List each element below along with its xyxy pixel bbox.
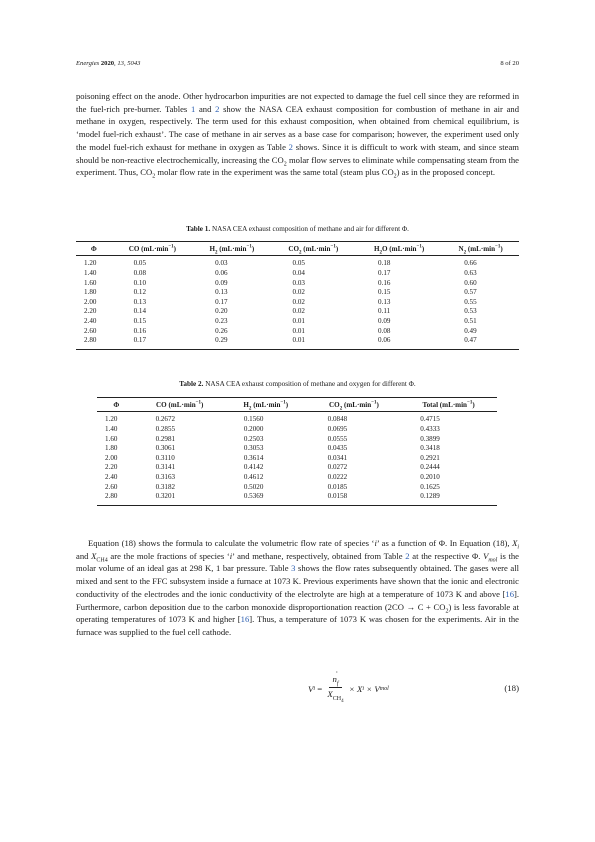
table-cell: 0.0222 — [327, 472, 348, 481]
table-cell: 0.01 — [292, 326, 305, 335]
table-cell: 2.40 — [84, 316, 97, 325]
table-header-row — [97, 398, 497, 412]
table-cell: 0.3201 — [136, 492, 224, 505]
table-cell: 0.15 — [378, 288, 391, 297]
table-cell: 0.10 — [133, 278, 147, 287]
table-cell: 0.3182 — [155, 482, 176, 491]
table-cell: 1.60 — [105, 434, 118, 443]
table-cell: 0.0185 — [327, 482, 348, 491]
table-cell: 0.2444 — [420, 463, 440, 472]
table-cell: 0.2010 — [420, 472, 440, 481]
equation-fraction: · $n_f$ $X_{CH_4}$ — [327, 667, 344, 705]
table-cell: 0.02 — [292, 288, 305, 297]
table-cell: 0.02 — [292, 297, 305, 306]
paragraph-intro: poisoning effect on the anode. Other hydrocarbon impurities are not expected to damage the fuel cell since they are reformed in the fuel-rich pre-burner. Tables 1 and 2 show the NASA CEA exhaust composition for combustion of methane in air and methane in oxygen, respectively. The term used for this exhaust composition, when obtained from chemical equilibrium, is ‘model fuel-rich exhaust’. The case of methane in air serves as a base case for comparison; however, the experiment used only the model fuel-rich exhaust for methane in oxygen as Table 2 shows. Since it is difficult to work with steam, and since steam should be non-reactive electrochemically, increasing the $CO_2$ molar flow serves to eliminate while compensating steam from the experiment. Thus, $CO_2$ molar flow rate in the experiment was the same total (steam plus $CO_2$) as in the proposed concept. — [76, 91, 520, 180]
table-cell: 1.40 — [84, 269, 97, 277]
table-cell: 0.2672 — [155, 415, 176, 424]
table-cell: 2.60 — [84, 326, 97, 335]
table-cell: 0.63 — [464, 269, 477, 277]
table-cell: 0.13 — [215, 288, 228, 297]
table-cell: 0.1560 — [243, 415, 264, 424]
table-cell: 0.47 — [442, 336, 519, 349]
table-cell: 0.0848 — [327, 415, 348, 424]
table-cell: 2.80 — [97, 492, 136, 505]
table1-body — [76, 256, 519, 349]
citation-link[interactable]: 16 — [240, 614, 250, 625]
table-cell: 2.00 — [84, 297, 97, 306]
table-row — [76, 269, 519, 279]
paragraph-equation-intro: Equation (18) shows the formula to calculate the volumetric flow rate of species ‘i’ as a function of Φ. In Equation (18), $X_i$ and $X_{CH4}$ are the mole fractions of species ‘i’ and methane, respectively, obtained from Table 2 at the respective Φ. $V_{mol}$ is the molar volume of an ideal gas at 298 K, 1 bar pressure. Table 3 shows the flow rates subsequently obtained. The gases were all mixed and sent to the FFC subsystem inside a furnace at 1073 K. Previous experiments have shown that the ionic and electronic conductivity of the electrodes and the ionic conductivity of the electrolyte are high at a temperature of 1073 K and above [16]. Furthermore, carbon deposition due to the carbon monoxide disproportionation reaction $(2CO \to C + CO_2)$ is less favorable at operating temperatures of 1073 K and higher [16]. Thus, a temperature of 1073 K was chosen for the experiments. Air in the furnace was supplied to the fuel cell cathode. — [76, 538, 520, 637]
table-cell: 0.3141 — [155, 463, 176, 472]
table-row — [76, 307, 519, 317]
table-cell: 0.03 — [292, 278, 305, 287]
table-row — [97, 473, 497, 483]
table-row — [97, 425, 497, 435]
table-row — [76, 298, 519, 308]
table-cell: 0.53 — [464, 307, 477, 316]
col-co: CO $(mL\cdot\min^{-1})$ — [136, 398, 224, 412]
table-row — [97, 412, 497, 425]
col-h2: $H_2$ $(mL\cdot\min^{-1})$ — [193, 242, 270, 256]
table-cell: 2.00 — [105, 453, 118, 462]
table-cell: 0.05 — [133, 259, 147, 268]
table-cell: 0.13 — [378, 297, 391, 306]
table-cell: 0.08 — [133, 269, 147, 277]
table-cell: 0.12 — [133, 288, 147, 297]
table-ref-link[interactable]: 1 — [190, 103, 196, 114]
col-h2o: $H_2O$ $(mL\cdot\min^{-1})$ — [356, 242, 442, 256]
table-cell: 0.0695 — [327, 425, 348, 433]
table-cell: 0.08 — [378, 326, 391, 335]
table-cell: 0.02 — [292, 307, 305, 316]
table-cell: 0.4333 — [420, 425, 440, 433]
running-header — [76, 58, 519, 70]
table-cell: 0.04 — [292, 269, 305, 277]
table-cell: 0.14 — [133, 307, 147, 316]
table2-caption: Table 2. NASA CEA exhaust composition of methane and oxygen for different Φ. — [179, 380, 416, 388]
table-cell: 0.05 — [292, 259, 305, 268]
table-cell: 1.80 — [84, 288, 97, 297]
table-cell: 0.4715 — [420, 415, 440, 424]
table-cell: 0.06 — [215, 269, 228, 277]
table-cell: 0.17 — [378, 269, 391, 277]
table2-body — [97, 412, 497, 505]
table-ref-link[interactable]: 2 — [288, 141, 293, 152]
table-cell: 0.0158 — [308, 492, 401, 505]
table-cell: 1.40 — [105, 425, 118, 433]
table-cell: 0.01 — [292, 316, 305, 325]
table-cell: 0.13 — [133, 297, 147, 306]
table-row — [97, 492, 497, 505]
table-row — [76, 256, 519, 269]
table-cell: 0.16 — [133, 326, 147, 335]
table-cell: 0.3899 — [420, 434, 440, 443]
table-cell: 2.40 — [105, 472, 118, 481]
table-row — [76, 327, 519, 337]
table-cell: 0.03 — [215, 259, 228, 268]
table-cell: 0.5020 — [243, 482, 264, 491]
table-cell: 0.3614 — [243, 453, 264, 462]
table-cell: 2.20 — [105, 463, 118, 472]
col-total: Total $(mL\cdot\min^{-1})$ — [400, 398, 497, 412]
table-cell: 0.0341 — [327, 453, 348, 462]
table-cell: 0.51 — [464, 316, 477, 325]
table-cell: 2.20 — [84, 307, 97, 316]
table-cell: 0.60 — [464, 278, 477, 287]
page-number: 8 of 20 — [500, 60, 519, 67]
table-cell: 0.23 — [215, 316, 228, 325]
table-cell: 0.66 — [464, 259, 477, 268]
table-cell: 0.18 — [378, 259, 391, 268]
table-cell: 0.06 — [356, 336, 442, 349]
table-cell: 0.0555 — [327, 434, 348, 443]
table-cell: 0.4142 — [243, 463, 264, 472]
table-row — [97, 483, 497, 493]
table-cell: 0.20 — [215, 307, 228, 316]
table-cell: 0.5369 — [224, 492, 308, 505]
table-ref-link[interactable]: 2 — [215, 103, 220, 114]
col-phi: Φ — [97, 398, 136, 412]
equation-number: (18) — [504, 683, 519, 693]
table-row — [76, 279, 519, 289]
table-row — [97, 454, 497, 464]
table-cell: 1.20 — [105, 415, 118, 424]
table-cell: 0.1625 — [420, 482, 440, 491]
table-cell: 0.09 — [378, 316, 391, 325]
table-cell: 0.11 — [378, 307, 391, 316]
table-cell: 0.55 — [464, 297, 477, 306]
table-cell: 0.1289 — [400, 492, 497, 505]
table-cell: 2.80 — [76, 336, 112, 349]
table-cell: 0.16 — [378, 278, 391, 287]
table-cell: 0.2503 — [243, 434, 264, 443]
table2 — [97, 397, 497, 506]
table-cell: 0.17 — [112, 336, 194, 349]
table-row — [76, 317, 519, 327]
table-cell: 0.26 — [215, 326, 228, 335]
table-cell: 1.80 — [105, 444, 118, 453]
table-cell: 0.57 — [464, 288, 477, 297]
table-cell: 0.0272 — [327, 463, 348, 472]
citation-link[interactable]: 16 — [505, 588, 514, 599]
table-cell: 0.3163 — [155, 472, 176, 481]
table-row — [97, 435, 497, 445]
equation-body: V i = · $n_f$ $X_{CH_4}$ × X i × V mol — [308, 667, 389, 705]
table-cell: 0.2000 — [243, 425, 264, 433]
table-row — [97, 444, 497, 454]
table-cell: 0.2981 — [155, 434, 176, 443]
table-row — [76, 288, 519, 298]
table-cell: 1.60 — [84, 278, 97, 287]
table-cell: 0.17 — [215, 297, 228, 306]
table-cell: 0.3418 — [420, 444, 440, 453]
table-cell: 0.29 — [193, 336, 270, 349]
table-cell: 1.20 — [84, 259, 97, 268]
table1 — [76, 241, 519, 350]
table-cell: 0.0435 — [327, 444, 348, 453]
table-cell: 0.09 — [215, 278, 228, 287]
table-cell: 2.60 — [105, 482, 118, 491]
col-n2: $N_2$ $(mL\cdot\min^{-1})$ — [442, 242, 519, 256]
table1-caption: Table 1. NASA CEA exhaust composition of methane and air for different Φ. — [186, 225, 409, 233]
table-cell: 0.3061 — [155, 444, 176, 453]
table-row — [76, 336, 519, 349]
table-cell: 0.01 — [271, 336, 357, 349]
col-h2: $H_2$ $(mL\cdot\min^{-1})$ — [224, 398, 308, 412]
table-cell: 0.3110 — [155, 453, 175, 462]
table-cell: 0.15 — [133, 316, 147, 325]
col-co2: $CO_2$ $(mL\cdot\min^{-1})$ — [271, 242, 357, 256]
table-ref-link[interactable]: 2 — [405, 550, 410, 561]
table-cell: 0.2921 — [420, 453, 440, 462]
col-phi: Φ — [76, 242, 112, 256]
col-co2: $CO_2$ $(mL\cdot\min^{-1})$ — [308, 398, 401, 412]
table-header-row — [76, 242, 519, 256]
table-cell: 0.49 — [464, 326, 477, 335]
table-cell: 0.3053 — [243, 444, 264, 453]
equation-18 — [76, 667, 519, 707]
col-co: CO $(mL\cdot\min^{-1})$ — [112, 242, 194, 256]
journal-citation: Energies 2020, 13, 5043 — [76, 60, 141, 67]
table-cell: 0.2855 — [155, 425, 176, 433]
table-cell: 0.4612 — [243, 472, 264, 481]
table-row — [97, 463, 497, 473]
table-ref-link[interactable]: 3 — [291, 563, 296, 574]
